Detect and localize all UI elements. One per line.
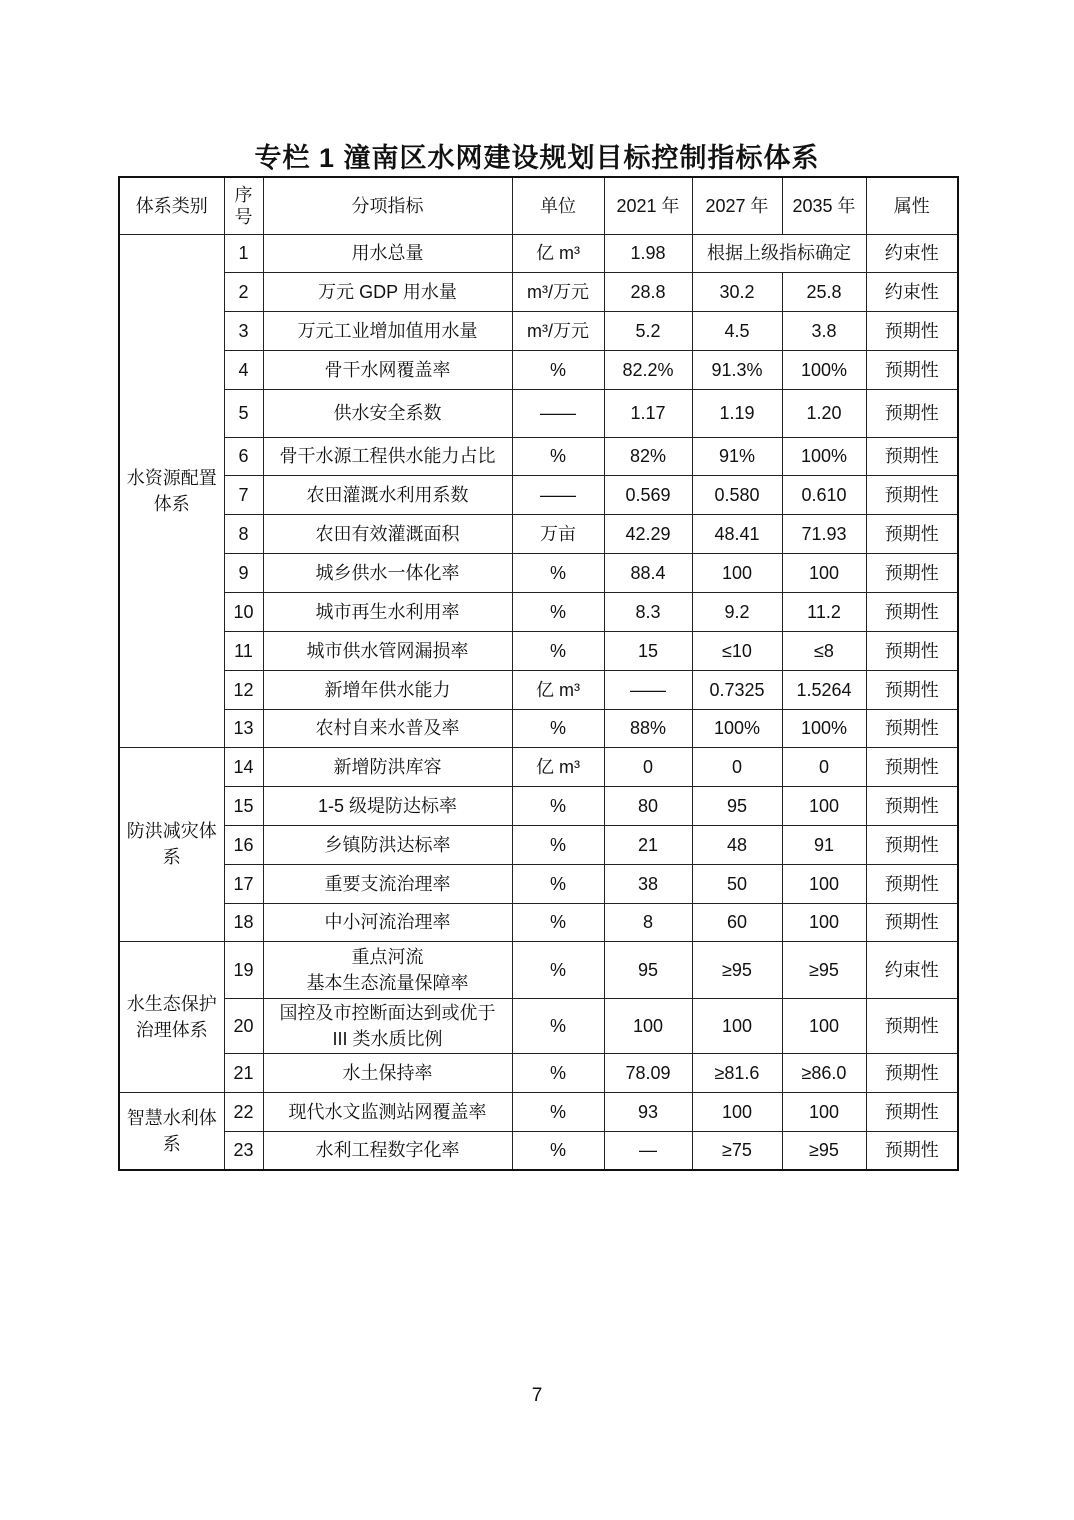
row-number: 10: [224, 592, 263, 631]
unit: %: [512, 864, 604, 903]
table-row: [119, 272, 958, 311]
header-2027: 2027 年: [692, 177, 782, 234]
value-2035: 100: [782, 1092, 866, 1131]
table-row: [119, 592, 958, 631]
row-number: 6: [224, 437, 263, 475]
indicator-name: 国控及市控断面达到或优于 III 类水质比例: [263, 998, 512, 1053]
row-number: 2: [224, 272, 263, 311]
indicator-name: 中小河流治理率: [263, 903, 512, 941]
page-number: 7: [531, 1385, 543, 1406]
value-2035: ≤8: [782, 631, 866, 670]
value-2021: 1.17: [604, 389, 692, 437]
value-2027: 0.580: [692, 475, 782, 514]
attribute: 预期性: [866, 350, 958, 389]
attribute: 预期性: [866, 475, 958, 514]
indicator-name: 用水总量: [263, 234, 512, 272]
row-number: 12: [224, 670, 263, 709]
indicator-name: 骨干水源工程供水能力占比: [263, 437, 512, 475]
indicator-name: 供水安全系数: [263, 389, 512, 437]
unit: ——: [512, 389, 604, 437]
value-2021: 80: [604, 786, 692, 825]
unit: %: [512, 350, 604, 389]
value-2035: ≥95: [782, 1131, 866, 1170]
value-2021: 42.29: [604, 514, 692, 553]
row-number: 18: [224, 903, 263, 941]
row-number: 19: [224, 941, 263, 998]
row-number: 11: [224, 631, 263, 670]
value-2027: 0.7325: [692, 670, 782, 709]
row-number: 3: [224, 311, 263, 350]
value-2027-2035: 根据上级指标确定: [692, 234, 866, 272]
header-no: 序 号: [224, 177, 263, 234]
row-number: 5: [224, 389, 263, 437]
unit: %: [512, 903, 604, 941]
row-number: 15: [224, 786, 263, 825]
value-2027: 100%: [692, 709, 782, 747]
row-number: 13: [224, 709, 263, 747]
attribute: 约束性: [866, 272, 958, 311]
unit: m³/万元: [512, 311, 604, 350]
table-row: [119, 514, 958, 553]
indicator-name: 重要支流治理率: [263, 864, 512, 903]
indicator-name: 万元 GDP 用水量: [263, 272, 512, 311]
value-2035: 3.8: [782, 311, 866, 350]
value-2027: 4.5: [692, 311, 782, 350]
table-row: [119, 941, 958, 998]
attribute: 预期性: [866, 592, 958, 631]
indicator-name: 1-5 级堤防达标率: [263, 786, 512, 825]
row-number: 4: [224, 350, 263, 389]
header-2021: 2021 年: [604, 177, 692, 234]
value-2021: 8.3: [604, 592, 692, 631]
indicator-name: 城市再生水利用率: [263, 592, 512, 631]
table-row: [119, 670, 958, 709]
value-2035: 25.8: [782, 272, 866, 311]
unit: %: [512, 1053, 604, 1092]
value-2021: 78.09: [604, 1053, 692, 1092]
category-cell: 智慧水利体系: [119, 1092, 224, 1170]
indicator-name: 城乡供水一体化率: [263, 553, 512, 592]
header-category: 体系类别: [119, 177, 224, 234]
value-2021: ——: [604, 670, 692, 709]
value-2027: 1.19: [692, 389, 782, 437]
indicator-name: 农田灌溉水利用系数: [263, 475, 512, 514]
value-2027: 50: [692, 864, 782, 903]
value-2027: 91%: [692, 437, 782, 475]
value-2035: ≥95: [782, 941, 866, 998]
row-number: 16: [224, 825, 263, 864]
indicator-name: 新增防洪库容: [263, 747, 512, 786]
value-2035: 91: [782, 825, 866, 864]
attribute: 预期性: [866, 1092, 958, 1131]
unit: %: [512, 998, 604, 1053]
attribute: 约束性: [866, 941, 958, 998]
value-2027: 30.2: [692, 272, 782, 311]
value-2027: 95: [692, 786, 782, 825]
table-row: [119, 350, 958, 389]
indicator-name: 农村自来水普及率: [263, 709, 512, 747]
value-2027: ≤10: [692, 631, 782, 670]
table-title: 专栏 1 潼南区水网建设规划目标控制指标体系: [254, 143, 820, 173]
value-2021: 38: [604, 864, 692, 903]
attribute: 预期性: [866, 389, 958, 437]
value-2035: 100: [782, 903, 866, 941]
table-row: [119, 864, 958, 903]
attribute: 预期性: [866, 903, 958, 941]
indicator-name: 农田有效灌溉面积: [263, 514, 512, 553]
value-2027: 0: [692, 747, 782, 786]
indicator-table: [118, 176, 959, 1171]
header-attribute: 属性: [866, 177, 958, 234]
attribute: 预期性: [866, 514, 958, 553]
table-row: [119, 825, 958, 864]
unit: 亿 m³: [512, 234, 604, 272]
value-2021: 5.2: [604, 311, 692, 350]
unit: m³/万元: [512, 272, 604, 311]
unit: %: [512, 825, 604, 864]
value-2027: 9.2: [692, 592, 782, 631]
attribute: 预期性: [866, 747, 958, 786]
value-2021: 82.2%: [604, 350, 692, 389]
row-number: 21: [224, 1053, 263, 1092]
attribute: 预期性: [866, 825, 958, 864]
unit: %: [512, 709, 604, 747]
value-2021: 88%: [604, 709, 692, 747]
category-cell: 水资源配置体系: [119, 234, 224, 747]
value-2021: 15: [604, 631, 692, 670]
value-2035: 100: [782, 786, 866, 825]
table-header-row: [119, 177, 958, 234]
unit: %: [512, 1092, 604, 1131]
attribute: 预期性: [866, 864, 958, 903]
header-indicator: 分项指标: [263, 177, 512, 234]
unit: 万亩: [512, 514, 604, 553]
row-number: 17: [224, 864, 263, 903]
unit: %: [512, 1131, 604, 1170]
value-2035: 71.93: [782, 514, 866, 553]
value-2035: 0: [782, 747, 866, 786]
value-2021: 93: [604, 1092, 692, 1131]
unit: %: [512, 631, 604, 670]
table-row: [119, 998, 958, 1053]
table-row: [119, 747, 958, 786]
attribute: 预期性: [866, 1053, 958, 1092]
table-row: [119, 1092, 958, 1131]
row-number: 22: [224, 1092, 263, 1131]
header-unit: 单位: [512, 177, 604, 234]
value-2027: 100: [692, 1092, 782, 1131]
value-2035: 100%: [782, 709, 866, 747]
value-2021: 0.569: [604, 475, 692, 514]
attribute: 预期性: [866, 437, 958, 475]
table-row: [119, 311, 958, 350]
value-2027: 100: [692, 553, 782, 592]
table-row: [119, 709, 958, 747]
header-2035: 2035 年: [782, 177, 866, 234]
unit: 亿 m³: [512, 670, 604, 709]
value-2021: 95: [604, 941, 692, 998]
table-row: [119, 553, 958, 592]
value-2021: —: [604, 1131, 692, 1170]
table-row: [119, 389, 958, 437]
value-2021: 21: [604, 825, 692, 864]
value-2035: 100: [782, 864, 866, 903]
table-row: [119, 234, 958, 272]
value-2035: ≥86.0: [782, 1053, 866, 1092]
value-2027: ≥75: [692, 1131, 782, 1170]
value-2021: 0: [604, 747, 692, 786]
table-row: [119, 475, 958, 514]
row-number: 1: [224, 234, 263, 272]
value-2027: ≥81.6: [692, 1053, 782, 1092]
unit: %: [512, 592, 604, 631]
indicator-name: 万元工业增加值用水量: [263, 311, 512, 350]
attribute: 预期性: [866, 786, 958, 825]
table-row: [119, 786, 958, 825]
attribute: 预期性: [866, 1131, 958, 1170]
attribute: 预期性: [866, 311, 958, 350]
indicator-name: 城市供水管网漏损率: [263, 631, 512, 670]
indicator-name: 骨干水网覆盖率: [263, 350, 512, 389]
value-2035: 11.2: [782, 592, 866, 631]
unit: %: [512, 941, 604, 998]
value-2027: 100: [692, 998, 782, 1053]
row-number: 9: [224, 553, 263, 592]
table-row: [119, 1053, 958, 1092]
value-2035: 100%: [782, 350, 866, 389]
value-2035: 1.5264: [782, 670, 866, 709]
value-2021: 100: [604, 998, 692, 1053]
value-2027: ≥95: [692, 941, 782, 998]
attribute: 预期性: [866, 709, 958, 747]
unit: %: [512, 553, 604, 592]
value-2027: 91.3%: [692, 350, 782, 389]
category-cell: 防洪减灾体系: [119, 747, 224, 941]
attribute: 预期性: [866, 631, 958, 670]
attribute: 预期性: [866, 998, 958, 1053]
row-number: 23: [224, 1131, 263, 1170]
value-2021: 1.98: [604, 234, 692, 272]
value-2021: 28.8: [604, 272, 692, 311]
unit: %: [512, 437, 604, 475]
table-row: [119, 437, 958, 475]
value-2035: 100: [782, 553, 866, 592]
value-2035: 100: [782, 998, 866, 1053]
row-number: 20: [224, 998, 263, 1053]
value-2021: 8: [604, 903, 692, 941]
value-2035: 100%: [782, 437, 866, 475]
indicator-name: 水土保持率: [263, 1053, 512, 1092]
indicator-name: 乡镇防洪达标率: [263, 825, 512, 864]
attribute: 预期性: [866, 553, 958, 592]
value-2027: 48: [692, 825, 782, 864]
indicator-name: 新增年供水能力: [263, 670, 512, 709]
row-number: 7: [224, 475, 263, 514]
table-row: [119, 903, 958, 941]
unit: %: [512, 786, 604, 825]
indicator-name: 现代水文监测站网覆盖率: [263, 1092, 512, 1131]
indicator-name: 重点河流 基本生态流量保障率: [263, 941, 512, 998]
row-number: 14: [224, 747, 263, 786]
value-2035: 0.610: [782, 475, 866, 514]
attribute: 约束性: [866, 234, 958, 272]
attribute: 预期性: [866, 670, 958, 709]
value-2021: 88.4: [604, 553, 692, 592]
table-row: [119, 631, 958, 670]
category-cell: 水生态保护治理体系: [119, 941, 224, 1092]
value-2035: 1.20: [782, 389, 866, 437]
value-2021: 82%: [604, 437, 692, 475]
unit: 亿 m³: [512, 747, 604, 786]
indicator-name: 水利工程数字化率: [263, 1131, 512, 1170]
row-number: 8: [224, 514, 263, 553]
value-2027: 48.41: [692, 514, 782, 553]
value-2027: 60: [692, 903, 782, 941]
unit: ——: [512, 475, 604, 514]
table-row: [119, 1131, 958, 1170]
